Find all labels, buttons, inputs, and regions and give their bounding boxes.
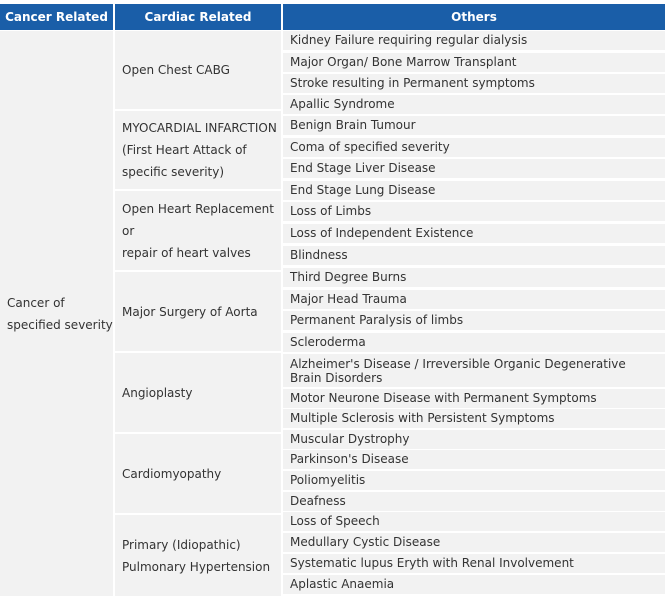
cancer-cell	[0, 31, 113, 596]
cancer-cell-line: specified severity	[7, 317, 113, 332]
cardiac-cell-line: specific severity)	[122, 165, 225, 179]
others-row: Parkinson's Disease	[283, 450, 665, 469]
cardiac-cell	[115, 272, 281, 351]
others-row: Loss of Speech	[283, 512, 665, 531]
others-row: Blindness	[283, 246, 665, 265]
others-row: Poliomyelitis	[283, 471, 665, 490]
cardiac-cell-line: Angioplasty	[122, 385, 193, 400]
cardiac-cell-line: Cardiomyopathy	[122, 466, 222, 481]
others-row: Motor Neurone Disease with Permanent Symptoms	[283, 389, 665, 408]
others-row: Major Organ/ Bone Marrow Transplant	[283, 53, 665, 72]
others-row: Loss of Limbs	[283, 202, 665, 221]
others-row: Loss of Independent Existence	[283, 224, 665, 243]
cardiac-cell-line: Open Heart Replacement or	[122, 201, 274, 238]
others-row: Alzheimer's Disease / Irreversible Organic Degenerative Brain Disorders	[283, 354, 665, 387]
cardiac-cell-line: Pulmonary Hypertension	[122, 559, 271, 574]
others-row: End Stage Lung Disease	[283, 181, 665, 200]
others-row: Muscular Dystrophy	[283, 430, 665, 449]
cardiac-cell	[115, 515, 281, 596]
header-others: Others	[283, 4, 665, 30]
others-row: Apallic Syndrome	[283, 95, 665, 114]
others-row: Stroke resulting in Permanent symptoms	[283, 74, 665, 93]
cardiac-cell	[115, 31, 281, 109]
others-row: Permanent Paralysis of limbs	[283, 311, 665, 330]
others-row: Kidney Failure requiring regular dialysis	[283, 31, 665, 50]
others-row: End Stage Liver Disease	[283, 159, 665, 178]
cardiac-cell	[115, 111, 281, 189]
cardiac-cell-line: MYOCARDIAL INFARCTION	[122, 121, 277, 135]
cardiac-cell-line: repair of heart valves	[122, 245, 251, 260]
header-cardiac-related: Cardiac Related	[115, 4, 281, 30]
others-row: Third Degree Burns	[283, 268, 665, 287]
cardiac-cell-line: Major Surgery of Aorta	[122, 304, 258, 319]
others-row: Systematic lupus Eryth with Renal Involvement	[283, 554, 665, 573]
cancer-cell-line: Cancer of	[7, 295, 65, 310]
others-row: Medullary Cystic Disease	[283, 533, 665, 552]
others-row: Major Head Trauma	[283, 290, 665, 309]
header-cancer-related: Cancer Related	[0, 4, 113, 30]
others-row: Multiple Sclerosis with Persistent Symptoms	[283, 409, 665, 428]
cardiac-cell-line: Primary (Idiopathic)	[122, 537, 241, 552]
cardiac-cell-line: Open Chest CABG	[122, 63, 230, 77]
others-row: Scleroderma	[283, 333, 665, 352]
cardiac-cell	[115, 353, 281, 432]
cardiac-cell	[115, 434, 281, 513]
others-row: Aplastic Anaemia	[283, 575, 665, 594]
others-row: Coma of specified severity	[283, 138, 665, 157]
cardiac-cell-line: (First Heart Attack of	[122, 143, 247, 157]
others-row: Deafness	[283, 492, 665, 511]
others-row: Benign Brain Tumour	[283, 116, 665, 135]
cardiac-cell	[115, 191, 281, 270]
